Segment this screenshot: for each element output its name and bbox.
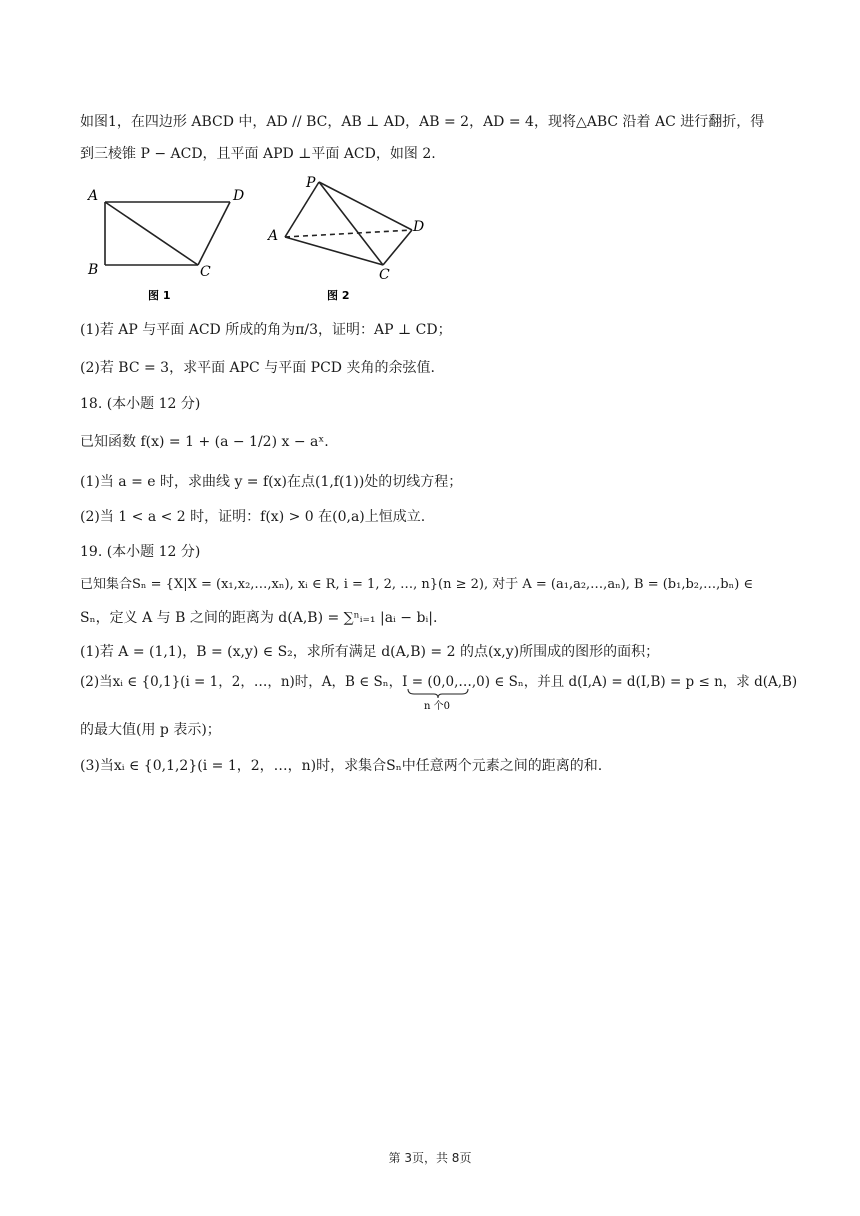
problem19-part1: (1)若 A = (1,1)，B = (x,y) ∈ S₂，求所有满足 d(A,B) = 2 的点(x,y)所围成的图形的面积；: [80, 644, 660, 660]
figures: [80, 172, 440, 312]
problem17-part2: (2)若 BC = 3，求平面 APC 与平面 PCD 夹角的余弦值.: [80, 360, 435, 376]
problem19-stem-line1: 已知集合Sₙ = {X|X = (x₁,x₂,…,xₙ), xᵢ ∈ R, i = 1, 2, …, n}(n ≥ 2), 对于 A = (a₁,a₂,…,aₙ), B = (b₁,b₂,…,bₙ) ∈: [80, 577, 754, 592]
fig1-label-A: A: [88, 188, 99, 204]
fig2-label-D: D: [413, 219, 425, 235]
problem17-part1: (1)若 AP 与平面 ACD 所成的角为π/3，证明：AP ⊥ CD；: [80, 322, 452, 338]
figure-2: [285, 182, 412, 265]
underbrace-label: n 个0: [424, 701, 450, 712]
fig1-label-C: C: [200, 264, 211, 280]
page-footer: 第 3页，共 8页: [388, 1151, 472, 1165]
problem17-stem-line2: 到三棱锥 P − ACD，且平面 APD ⊥平面 ACD，如图 2.: [80, 146, 436, 162]
problem19-part3: (3)当xᵢ ∈ {0,1,2}(i = 1，2，…，n)时，求集合Sₙ中任意两个元素之间的距离的和.: [80, 758, 603, 774]
figure-1: [105, 202, 230, 265]
problem19-heading: 19. (本小题 12 分): [80, 544, 201, 560]
problem18-heading: 18. (本小题 12 分): [80, 396, 201, 412]
fig2-caption: 图 2: [327, 289, 350, 302]
problem17-stem-line1: 如图1，在四边形 ABCD 中，AD // BC，AB ⊥ AD，AB = 2，AD = 4，现将△ABC 沿着 AC 进行翻折，得: [80, 114, 765, 130]
fig2-label-A: A: [268, 228, 279, 244]
underbrace: [406, 688, 470, 712]
fig1-label-D: D: [233, 188, 245, 204]
problem19-part2-cont: 的最大值(用 p 表示)；: [80, 722, 221, 738]
fig2-label-C: C: [379, 267, 390, 283]
problem19-part2: (2)当xᵢ ∈ {0,1}(i = 1，2，…，n)时，A，B ∈ Sₙ，I = (0,0,…,0) ∈ Sₙ，并且 d(I,A) = d(I,B) = p ≤ n，求 d(A,B): [80, 674, 798, 690]
problem19-stem-line2: Sₙ，定义 A 与 B 之间的距离为 d(A,B) = ∑ⁿᵢ₌₁ |aᵢ − bᵢ|.: [80, 610, 438, 626]
fig2-label-P: P: [306, 175, 316, 191]
problem18-part2: (2)当 1 < a < 2 时，证明：f(x) > 0 在(0,a)上恒成立.: [80, 509, 426, 525]
fig1-caption: 图 1: [148, 289, 171, 302]
fig1-label-B: B: [88, 262, 99, 278]
problem18-stem: 已知函数 f(x) = 1 + (a − 1/2) x − aˣ.: [80, 434, 329, 450]
problem18-part1: (1)当 a = e 时，求曲线 y = f(x)在点(1,f(1))处的切线方程；: [80, 474, 463, 490]
